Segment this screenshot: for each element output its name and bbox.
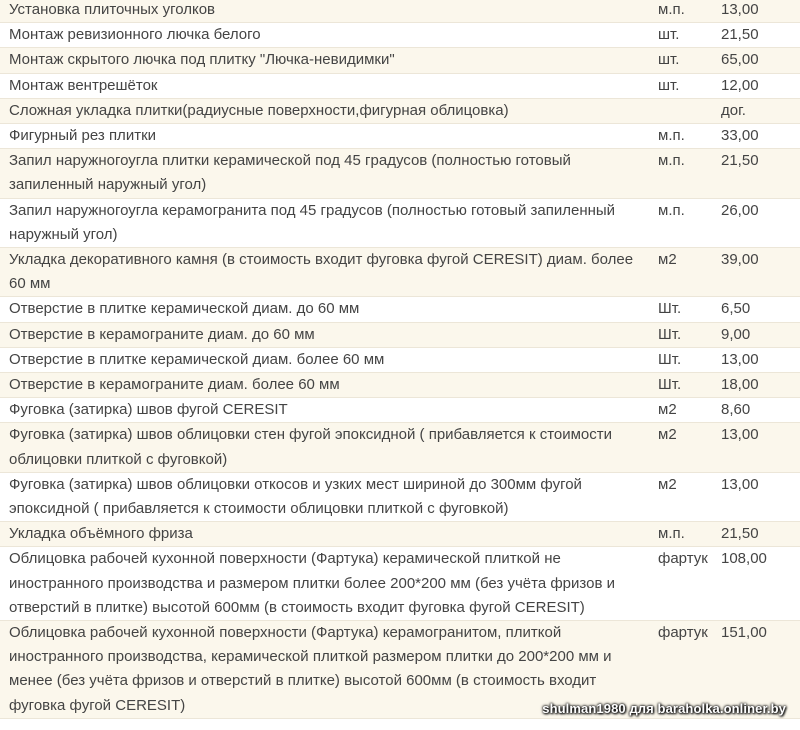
service-name: Фуговка (затирка) швов облицовки стен фугой эпоксидной ( прибавляется к стоимости облицовки плиткой с фуговкой) (0, 423, 649, 472)
service-name: Установка плиточных уголков (0, 0, 649, 23)
service-name: Отверстие в плитке керамической диам. более 60 мм (0, 347, 649, 372)
unit-cell: м.п. (649, 0, 712, 23)
table-row (0, 347, 800, 372)
table-row (0, 472, 800, 521)
price-cell: 8,60 (712, 398, 800, 423)
unit-cell: фартук (649, 547, 712, 621)
price-cell: 21,50 (712, 149, 800, 198)
service-name: Запил наружногоугла керамогранита под 45 градусов (полностью готовый запиленный наружный угол) (0, 198, 649, 247)
table-row (0, 373, 800, 398)
table-row (0, 322, 800, 347)
unit-cell (649, 98, 712, 123)
table-row (0, 398, 800, 423)
table-row (0, 248, 800, 297)
service-name: Сложная укладка плитки(радиусные поверхности,фигурная облицовка) (0, 98, 649, 123)
service-name: Монтаж вентрешёток (0, 73, 649, 98)
unit-cell: м.п. (649, 124, 712, 149)
unit-cell: шт. (649, 23, 712, 48)
price-cell: 18,00 (712, 373, 800, 398)
unit-cell: м2 (649, 423, 712, 472)
service-name: Облицовка рабочей кухонной поверхности (Фартука) керамогранитом, плиткой иностранного производства, керамической плиткой размером плитки до 200*200 мм и менее (без учёта фризов и отверстий в плитке) высотой 600мм (в стоимость входит фуговка фугой CERESIT) (0, 621, 649, 719)
service-name: Укладка декоративного камня (в стоимость входит фуговка фугой CERESIT) диам. более 60 мм (0, 248, 649, 297)
unit-cell: фартук (649, 621, 712, 719)
unit-cell: Шт. (649, 373, 712, 398)
unit-cell: шт. (649, 73, 712, 98)
table-row (0, 73, 800, 98)
price-cell: 39,00 (712, 248, 800, 297)
service-name: Монтаж скрытого лючка под плитку "Лючка-невидимки" (0, 48, 649, 73)
price-cell: 26,00 (712, 198, 800, 247)
service-name: Фуговка (затирка) швов облицовки откосов и узких мест шириной до 300мм фугой эпоксидной ( прибавляется к стоимости облицовки плиткой с фуговкой) (0, 472, 649, 521)
price-cell: 33,00 (712, 124, 800, 149)
watermark: shulman1980 для baraholka.onliner.by (542, 701, 786, 716)
unit-cell: м.п. (649, 149, 712, 198)
price-cell: 65,00 (712, 48, 800, 73)
table-row (0, 423, 800, 472)
service-name: Монтаж ревизионного лючка белого (0, 23, 649, 48)
unit-cell: м.п. (649, 522, 712, 547)
table-row (0, 124, 800, 149)
price-cell: 108,00 (712, 547, 800, 621)
table-row (0, 198, 800, 247)
price-cell: 12,00 (712, 73, 800, 98)
service-name: Отверстие в плитке керамической диам. до 60 мм (0, 297, 649, 322)
price-cell: 21,50 (712, 522, 800, 547)
unit-cell: м2 (649, 472, 712, 521)
price-cell: 13,00 (712, 423, 800, 472)
table-row (0, 149, 800, 198)
service-name: Фуговка (затирка) швов фугой CERESIT (0, 398, 649, 423)
price-cell: 21,50 (712, 23, 800, 48)
unit-cell: м2 (649, 398, 712, 423)
table-row (0, 297, 800, 322)
table-row (0, 98, 800, 123)
unit-cell: Шт. (649, 297, 712, 322)
unit-cell: Шт. (649, 347, 712, 372)
price-cell: 13,00 (712, 0, 800, 23)
service-name: Фигурный рез плитки (0, 124, 649, 149)
price-cell: 9,00 (712, 322, 800, 347)
price-cell: дог. (712, 98, 800, 123)
table-row (0, 23, 800, 48)
service-name: Отверстие в керамограните диам. более 60 мм (0, 373, 649, 398)
table-row (0, 48, 800, 73)
service-name: Облицовка рабочей кухонной поверхности (Фартука) керамической плиткой не иностранного производства и размером плитки более 200*200 мм (без учёта фризов и отверстий в плитке) высотой 600мм (в стоимость входит фуговка фугой CERESIT) (0, 547, 649, 621)
unit-cell: Шт. (649, 322, 712, 347)
price-cell: 13,00 (712, 472, 800, 521)
price-cell: 6,50 (712, 297, 800, 322)
unit-cell: шт. (649, 48, 712, 73)
service-name: Запил наружногоугла плитки керамической под 45 градусов (полностью готовый запиленный наружный угол) (0, 149, 649, 198)
table-row (0, 0, 800, 23)
service-name: Отверстие в керамограните диам. до 60 мм (0, 322, 649, 347)
table-row (0, 547, 800, 621)
table-row (0, 522, 800, 547)
price-cell: 151,00 (712, 621, 800, 719)
unit-cell: м2 (649, 248, 712, 297)
unit-cell: м.п. (649, 198, 712, 247)
price-cell: 13,00 (712, 347, 800, 372)
service-name: Укладка объёмного фриза (0, 522, 649, 547)
